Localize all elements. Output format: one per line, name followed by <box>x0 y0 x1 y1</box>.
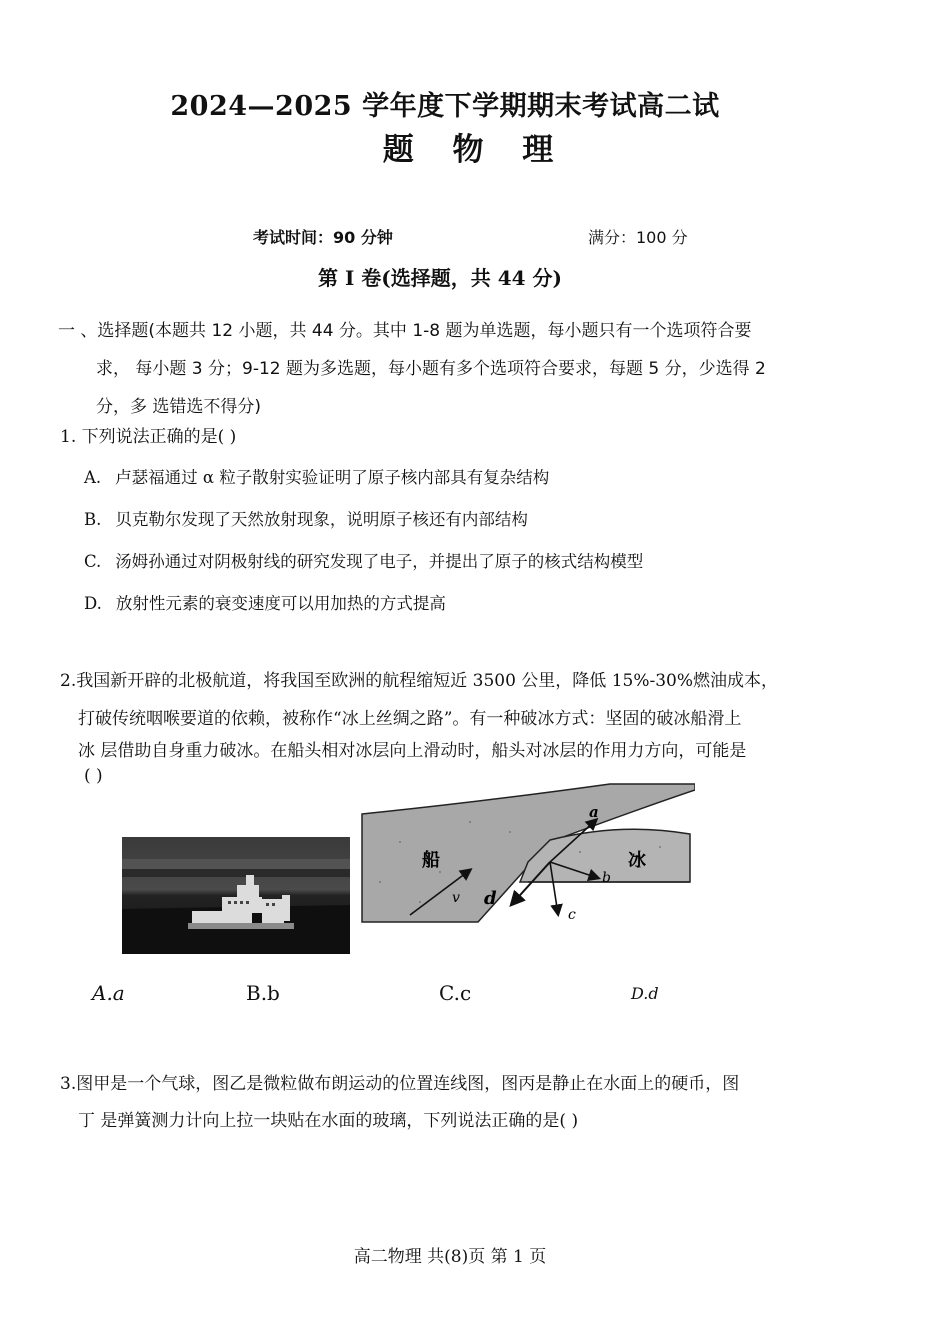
option-key: B. <box>84 510 102 529</box>
option-key: C. <box>84 552 102 571</box>
icebreaker-photo-art <box>122 837 350 954</box>
option-text: 卢瑟福通过 α 粒子散射实验证明了原子核内部具有复杂结构 <box>115 468 550 487</box>
question-1-stem: 1. 下列说法正确的是( ) <box>60 427 237 447</box>
option-text: 汤姆孙通过对阴极射线的研究发现了电子，并提出了原子的核式结构模型 <box>115 552 644 571</box>
q1-option-a <box>84 464 549 488</box>
question-2-line-3: 冰 层借助自身重力破冰。在船头相对冰层向上滑动时，船头对冰层的作用力方向，可能是 <box>78 741 747 761</box>
label-b: b <box>602 870 611 886</box>
option-text: 放射性元素的衰变速度可以用加热的方式提高 <box>115 594 446 613</box>
option-key: A. <box>84 468 102 487</box>
q1-option-d <box>84 590 446 614</box>
label-ice: 冰 <box>628 850 646 871</box>
label-c: c <box>568 907 576 923</box>
icebreaker-photo <box>122 837 350 954</box>
question-2-line-1: 2.我国新开辟的北极航道，将我国至欧洲的航程缩短近 3500 公里，降低 15%-30%燃油成本， <box>60 671 779 691</box>
page-footer: 高二物理 共(8)页 第 1 页 <box>353 1247 547 1267</box>
section-instructions <box>58 312 878 426</box>
question-3-line-2: 丁 是弹簧测力计向上拉一块贴在水面的玻璃，下列说法正确的是( ) <box>78 1111 579 1131</box>
force-diagram <box>360 782 695 927</box>
q1-option-b <box>84 506 528 530</box>
full-score: 满分：100 分 <box>588 228 688 247</box>
section-line-3: 分，多 选错选不得分) <box>96 397 262 417</box>
label-a: a <box>589 803 599 821</box>
q1-option-c <box>84 548 643 572</box>
label-ship: 船 <box>422 850 440 871</box>
answer-c: C.c <box>439 981 472 1005</box>
section-line-1: 一 、选择题(本题共 12 小题，共 44 分。其中 1-8 题为单选题，每小题只有一个选项符合要 <box>58 321 752 341</box>
question-3-line-1: 3.图甲是一个气球，图乙是微粒做布朗运动的位置连线图，图丙是静止在水面上的硬币，图 <box>60 1074 740 1094</box>
label-d: d <box>484 888 497 909</box>
exam-title-line1: 2024—2025 学年度下学期期末考试高二试 <box>170 91 720 122</box>
option-text: 贝克勒尔发现了天然放射现象，说明原子核还有内部结构 <box>115 510 528 529</box>
question-2-line-2: 打破传统咽喉要道的依赖，被称作“冰上丝绸之路”。有一种破冰方式：坚固的破冰船滑上 <box>78 709 742 729</box>
exam-time: 考试时间：90 分钟 <box>253 228 393 247</box>
label-v: v <box>452 890 460 906</box>
exam-title-line2: 题 物 理 <box>382 132 568 168</box>
part-title: 第 I 卷(选择题，共 44 分) <box>318 266 562 290</box>
answer-d: D.d <box>631 984 659 1003</box>
answer-b: B.b <box>246 981 280 1005</box>
answer-a: A.a <box>92 981 125 1005</box>
section-line-2: 求， 每小题 3 分；9-12 题为多选题，每小题有多个选项符合要求，每题 5 分，少选得 2 <box>96 359 766 379</box>
option-key: D. <box>84 594 102 613</box>
question-2-line-4: ( ) <box>84 766 103 786</box>
